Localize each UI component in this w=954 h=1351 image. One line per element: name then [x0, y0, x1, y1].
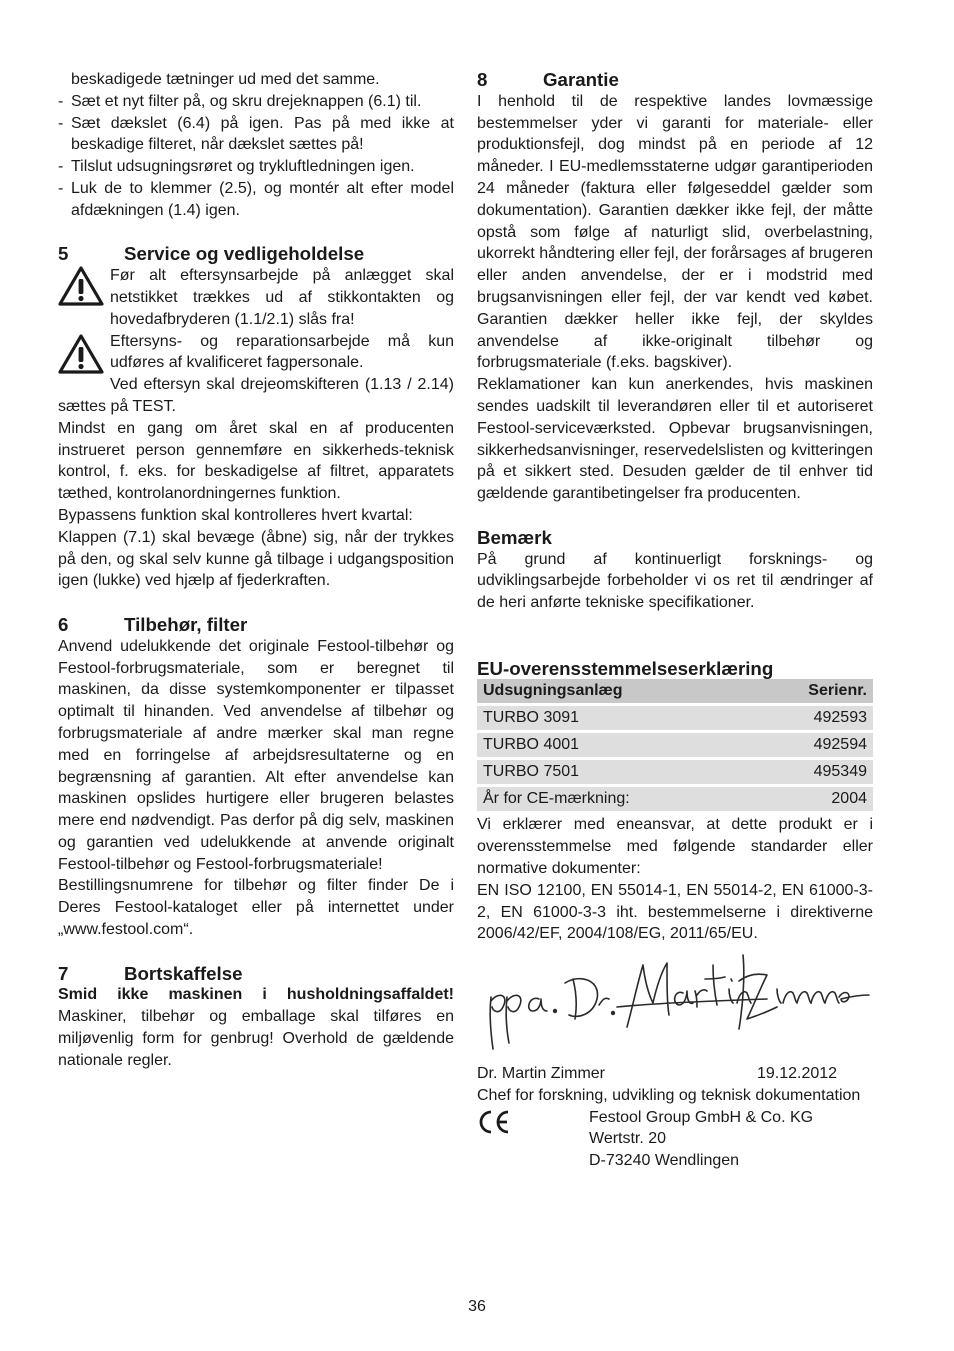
eu-declaration-heading: EU-overensstemmelseserklæring: [477, 657, 774, 679]
paragraph: Smid ikke maskinen i husholdningsaffaldet! Maskiner, tilbehør og emballage skal tilføres en miljøvenlig form for genbrug! Overhold de gældende nationale regler.: [58, 986, 454, 1069]
table-cell: 492594: [751, 733, 873, 757]
list-item: - Luk de to klemmer (2.5), og montér alt efter model afdækningen (1.4) igen.: [58, 179, 454, 219]
paragraph: Bestillingsnumrene for tilbehør og filter finder De i Deres Festool-kataloget eller på internettet under „www.festool.com“.: [58, 877, 454, 939]
right-column: [477, 69, 873, 1172]
list-item: - Sæt dækslet (6.4) på igen. Pas på med ikke at beskadige filteret, når dækslet sættes på!: [58, 114, 454, 154]
signer-name: Dr. Martin Zimmer: [477, 1065, 605, 1083]
warning-1: Før alt eftersynsarbejde på anlægget skal netstikket trækkes ud af stikkontakten og hovedafbryderen (1.1/2.1) slås fra!: [58, 265, 454, 330]
table-cell: TURBO 4001: [477, 733, 751, 757]
warning-triangle-icon: [58, 265, 104, 307]
table-row: [477, 760, 873, 784]
ce-mark-icon: [477, 1109, 511, 1142]
paragraph: Bypassens funktion skal kontrolleres hvert kvartal:: [58, 506, 413, 524]
list-item: - Sæt et nyt filter på, og skru drejeknappen (6.1) til.: [58, 92, 422, 110]
company-name: Festool Group GmbH & Co. KG: [589, 1108, 814, 1126]
table-row: [477, 706, 873, 730]
intro-continuation: beskadigede tætninger ud med det samme.: [71, 71, 380, 88]
table-row: [477, 733, 873, 757]
bold-lead: Smid ikke maskinen i husholdningsaffaldet!: [58, 986, 454, 1004]
paragraph: Anvend udelukkende det originale Festool-tilbehør og Festool-forbrugsmateriale, som er beregnet til maskinen, da disse systemkomponenter er tilpasset optimalt til hinanden. Ved anvendelse af tilbehør og forbrugsmateriale af andre mærker skal man regne med en forringelse af arbejdsresultaterne og en begrænsning af garantien. Alt efter anvendelse kan maskinen opslides hurtigere eller brugeren belastes mere end nødvendigt. Pas derfor på dig selv, maskinen og garantien ved udelukkende at anvende originalt Festool-tilbehør og Festool-forbrugsmateriale!: [58, 637, 454, 873]
paragraph: I henhold til de respektive landes lovmæssige bestemmelser yder vi garanti for materiale- eller produktionsfejl, dog mindst på en periode af 12 måneder. I EU-medlemsstaterne udgør garantiperioden 24 måneder (faktura eller følgeseddel gælder som dokumentation). Garantien dækker ikke fejl, der måtte opstå som følge af naturligt slid, overbelastning, ukorrekt håndtering eller fejl, der forårsages af brugeren eller anden anvendelse, der er i modstrid med brugsanvisningen eller fejl, der var kendt ved købet. Garantien dækker heller ikke fejl, der skyldes anvendelse af ikke-originalt tilbehør og forbrugsmateriale (f.eks. bagskiver).: [477, 92, 873, 372]
list-item: - Tilslut udsugningsrøret og trykluftledningen igen.: [58, 158, 415, 176]
paragraph: På grund af kontinuerligt forsknings- og udviklingsarbejde forbeholder vi os ret til ændringer af de heri anførte tekniske specifikationer.: [477, 550, 873, 612]
table-cell: 2004: [751, 787, 873, 811]
signature: [477, 945, 873, 1063]
signature-date: 19.12.2012: [757, 1065, 838, 1083]
section-6-heading: 6 Tilbehør, filter: [58, 613, 248, 635]
table-cell: År for CE-mærkning:: [477, 787, 751, 811]
note-heading: Bemærk: [477, 526, 552, 548]
page-number: 36: [468, 1298, 486, 1315]
company-city: D-73240 Wendlingen: [589, 1152, 740, 1170]
paragraph: Ved eftersyn skal drejeomskifteren (1.13 / 2.14) sættes på TEST.: [58, 376, 454, 415]
paragraph: Mindst en gang om året skal en af producenten instrueret person gennemføre en sikkerheds-teknisk kontrol, f. eks. for beskadigelse af filtret, apparatets tæthed, kontrolanordningernes funktion.: [58, 419, 454, 503]
left-column: [58, 69, 454, 1072]
company-address: [477, 1107, 873, 1172]
table-header-cell: Udsugningsanlæg: [477, 679, 751, 703]
table-cell: TURBO 3091: [477, 706, 751, 730]
section-7-heading: 7 Bortskaffelse: [58, 962, 243, 984]
signer-title: Chef for forskning, udvikling og teknisk dokumentation: [477, 1086, 861, 1104]
company-street: Wertstr. 20: [589, 1130, 667, 1148]
table-cell: 492593: [751, 706, 873, 730]
table-header-row: [477, 679, 873, 703]
section-5-heading: 5 Service og vedligeholdelse: [58, 243, 365, 265]
warning-2: Eftersyns- og reparationsarbejde må kun udføres af kvalificeret fagpersonale.: [58, 331, 454, 375]
signer-line: [477, 1063, 873, 1085]
serial-number-table: [477, 676, 873, 814]
table-cell: TURBO 7501: [477, 760, 751, 784]
paragraph: Reklamationer kan kun anerkendes, hvis maskinen sendes uadskilt til leverandøren eller til et autoriseret Festool-serviceværksted. Opbevar brugsanvisningen, sikkerhedsanvisninger, reservedelslisten og kvitteringen på et sikkert sted. Desuden gælder de til enhver tid gældende garantibetingelser fra producenten.: [477, 376, 873, 503]
table-cell: 495349: [751, 760, 873, 784]
section-8-heading: 8 Garantie: [477, 69, 619, 90]
table-row: [477, 787, 873, 811]
paragraph: EN ISO 12100, EN 55014-1, EN 55014-2, EN 61000-3-2, EN 61000-3-3 iht. bestemmelserne i direktiverne 2006/42/EF, 2004/108/EG, 2011/65/EU.: [477, 881, 873, 943]
handwritten-signature: [477, 945, 873, 1063]
paragraph: Klappen (7.1) skal bevæge (åbne) sig, når der trykkes på den, og skal selv kunne gå tilbage i udgangsposition igen (lukke) ved hjælp af fjederkraften.: [58, 528, 454, 590]
warning-triangle-icon: [58, 333, 104, 375]
table-header-cell: Serienr.: [751, 679, 873, 703]
paragraph: Vi erklærer med eneansvar, at dette produkt er i overensstemmelse med følgende standarder eller normative dokumenter:: [477, 816, 873, 877]
